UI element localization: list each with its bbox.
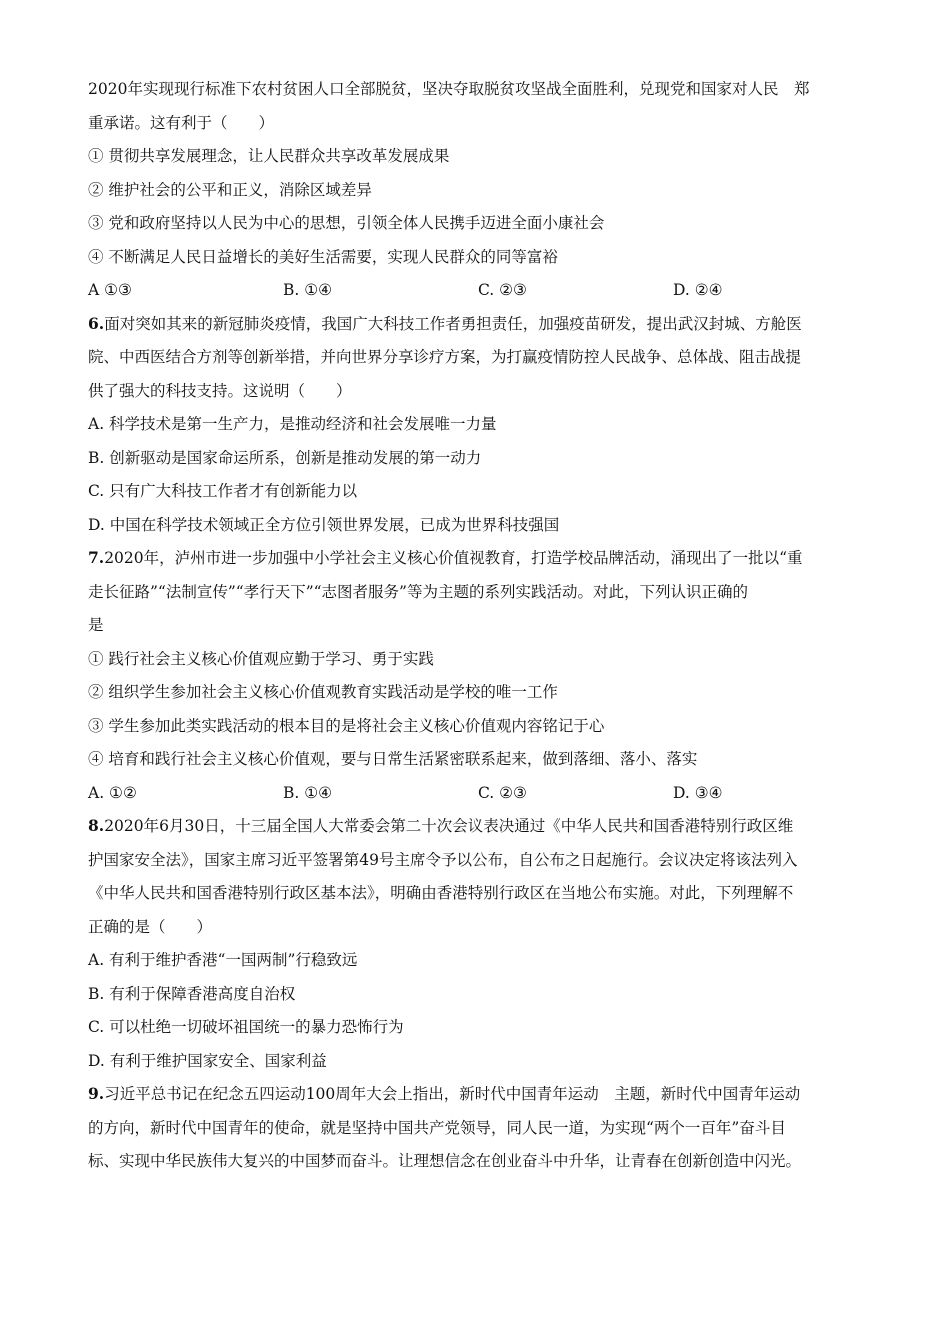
q5-option-d: D. ②④ — [673, 281, 723, 299]
q7-option-a: A. ①② — [88, 783, 137, 802]
q9-stem-line-1 — [88, 1083, 868, 1105]
question-6 — [88, 313, 868, 536]
q5-option-a: A ①③ — [88, 281, 132, 299]
q8-number: 8. — [88, 816, 105, 835]
q9-stem-line-2: 的方向，新时代中国青年的使命，就是坚持中国共产党领导，同人民一道，为实现“两个一百年”奋斗目 — [88, 1118, 786, 1137]
question-5 — [88, 78, 868, 301]
q5-option-b: B. ①④ — [283, 281, 333, 299]
q8-stem-line-3: 《中华人民共和国香港特别行政区基本法》，明确由香港特别行政区在当地公布实施。对此，下列理解不 — [88, 884, 794, 902]
q5-statement-1: ① 贯彻共享发展理念，让人民群众共享改革发展成果 — [88, 147, 450, 165]
q7-option-b: B. ①④ — [283, 783, 333, 802]
q7-options — [88, 782, 868, 804]
q5-statement-4: ④ 不断满足人民日益增长的美好生活需要，实现人民群众的同等富裕 — [88, 247, 558, 266]
q6-stem-line-1 — [88, 313, 868, 335]
q8-option-c: C. 可以杜绝一切破坏祖国统一的暴力恐怖行为 — [88, 1018, 404, 1036]
q5-option-c: C. ②③ — [478, 281, 527, 299]
q9-stem-line-3: 标、实现中华民族伟大复兴的中国梦而奋斗。让理想信念在创业奋斗中升华，让青春在创新创造中闪光。 — [88, 1152, 802, 1170]
q6-option-b: B. 创新驱动是国家命运所系，创新是推动发展的第一动力 — [88, 448, 482, 467]
q8-stem-line-2: 护国家安全法》，国家主席习近平签署第49号主席令予以公布，自公布之日起施行。会议决定将该法列入 — [88, 850, 798, 869]
q7-statement-1: ① 践行社会主义核心价值观应勤于学习、勇于实践 — [88, 649, 434, 668]
q6-number: 6. — [88, 313, 105, 333]
question-8 — [88, 815, 868, 1072]
q8-option-d: D. 有利于维护国家安全、国家利益 — [88, 1051, 327, 1070]
q7-stem-text-1: 2020年，泸州市进一步加强中小学社会主义核心价值视教育，打造学校品牌活动，涌现出了一批以“重 — [104, 549, 803, 567]
question-7 — [88, 547, 868, 804]
q5-stem-line-2: 重承诺。这有利于（ ） — [88, 113, 275, 132]
q7-statement-4: ④ 培育和践行社会主义核心价值观，要与日常生活紧密联系起来，做到落细、落小、落实 — [88, 750, 698, 768]
q6-option-d: D. 中国在科学技术领域正全方位引领世界发展，已成为世界科技强国 — [88, 515, 560, 534]
q8-option-b: B. 有利于保障香港高度自治权 — [88, 984, 296, 1003]
q7-statement-2: ② 组织学生参加社会主义核心价值观教育实践活动是学校的唯一工作 — [88, 683, 558, 701]
q7-stem-line-1 — [88, 547, 868, 569]
q6-option-a: A. 科学技术是第一生产力，是推动经济和社会发展唯一力量 — [88, 415, 497, 433]
q8-stem-line-1 — [88, 815, 868, 837]
q8-stem-line-4: 正确的是（ ） — [88, 917, 213, 936]
q6-stem-line-2: 院、中西医结合方剂等创新举措，并向世界分享诊疗方案，为打赢疫情防控人民战争、总体战、阻击战提 — [88, 348, 802, 366]
q9-number: 9. — [88, 1084, 105, 1103]
q7-option-d: D. ③④ — [673, 783, 723, 802]
q5-statement-3: ③ 党和政府坚持以人民为中心的思想，引领全体人民携手迈进全面小康社会 — [88, 214, 605, 232]
question-9 — [88, 1083, 868, 1172]
q8-stem-text-1: 2020年6月30日，十三届全国人大常委会第二十次会议表决通过《中华人民共和国香港特别行政区维 — [104, 817, 794, 835]
q5-options — [88, 279, 868, 301]
q6-stem-line-3: 供了强大的科技支持。这说明（ ） — [88, 381, 352, 400]
q8-option-a: A. 有利于维护香港“一国两制”行稳致远 — [88, 951, 358, 969]
page-content — [88, 78, 868, 1184]
q9-stem-text-1: 习近平总书记在纪念五四运动100周年大会上指出，新时代中国青年运动 主题，新时代中国青年运动 — [104, 1085, 801, 1103]
q5-stem-line-1: 2020年实现现行标准下农村贫困人口全部脱贫，坚决夺取脱贫攻坚战全面胜利，兑现党和国家对人民 郑 — [88, 80, 810, 98]
q7-statement-3: ③ 学生参加此类实践活动的根本目的是将社会主义核心价值观内容铭记于心 — [88, 716, 605, 735]
q7-option-c: C. ②③ — [478, 783, 527, 802]
q6-option-c: C. 只有广大科技工作者才有创新能力以 — [88, 482, 358, 500]
q7-stem-line-3: 是 — [88, 616, 104, 634]
q5-statement-2: ② 维护社会的公平和正义，消除区域差异 — [88, 180, 372, 199]
q6-stem-text-1: 面对突如其来的新冠肺炎疫情，我国广大科技工作者勇担责任，加强疫苗研发，提出武汉封城、方舱医 — [104, 314, 802, 333]
q7-stem-line-2: 走长征路”“法制宣传”“孝行天下”“志图者服务”等为主题的系列实践活动。对此，下列认识正确的 — [88, 582, 748, 601]
q7-number: 7. — [88, 548, 105, 567]
